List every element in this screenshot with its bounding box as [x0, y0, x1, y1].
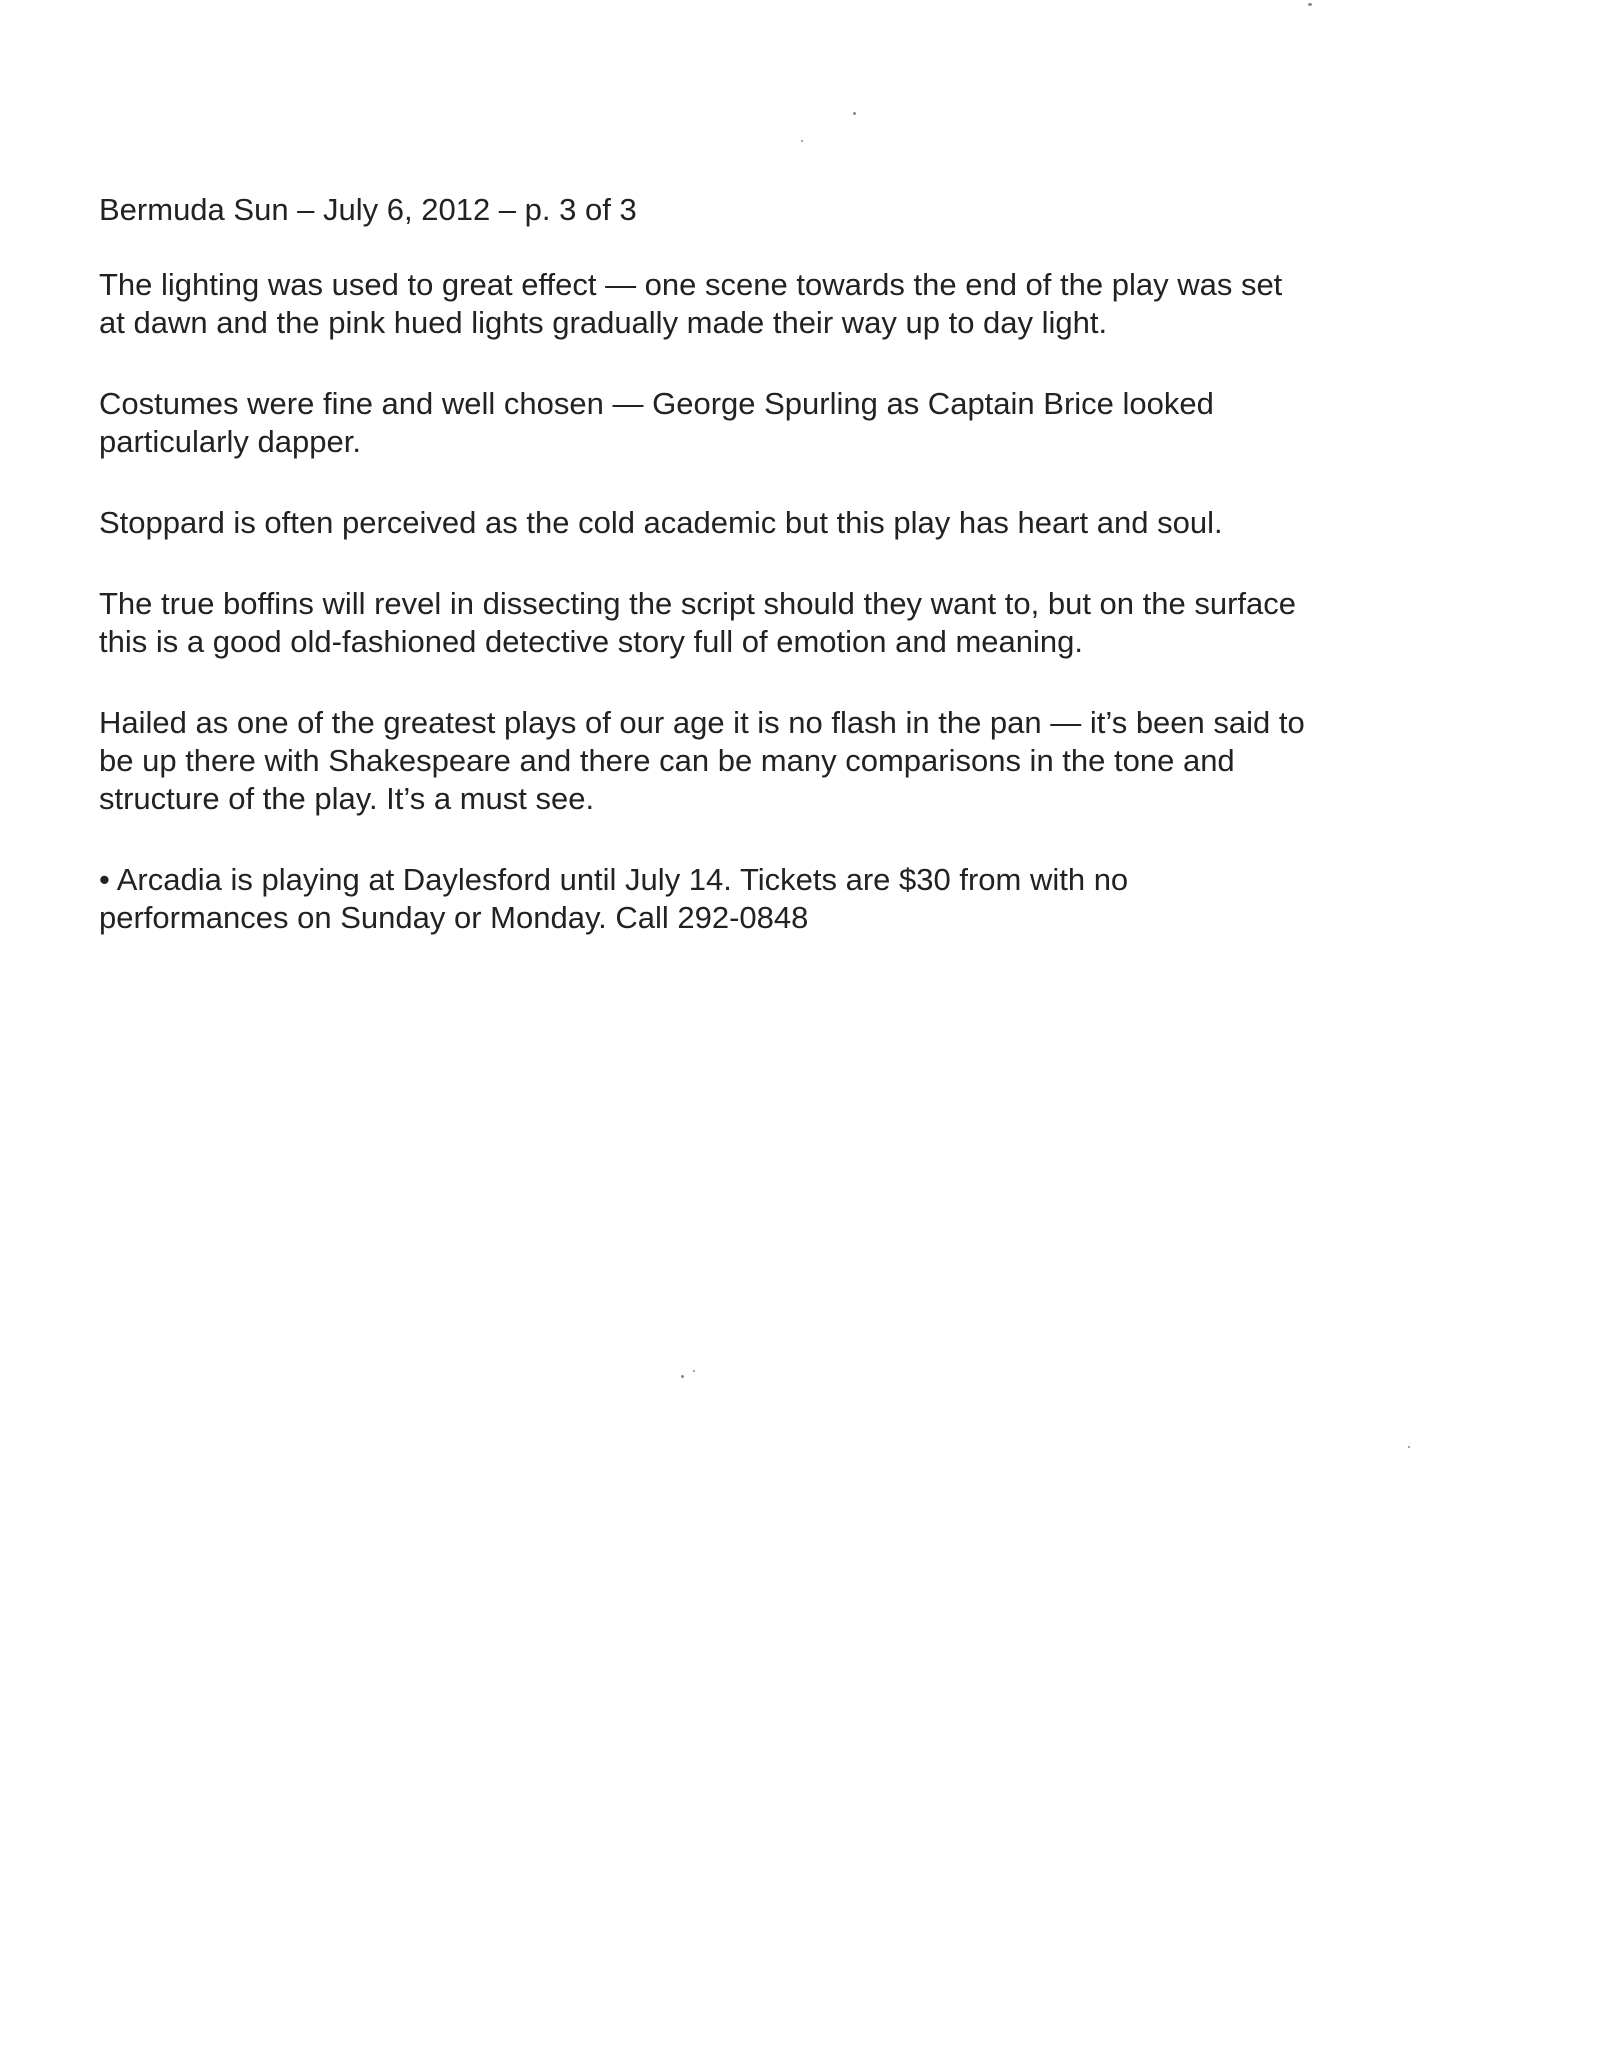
scan-speck [1308, 3, 1312, 6]
scan-speck [681, 1375, 684, 1378]
paragraph-lighting [99, 266, 1499, 342]
source-header: Bermuda Sun – July 6, 2012 – p. 3 of 3 [99, 192, 637, 227]
scan-speck [801, 140, 803, 142]
text-line: at dawn and the pink hued lights gradually made their way up to day light. [99, 305, 1108, 340]
text-line: Costumes were fine and well chosen — George Spurling as Captain Brice looked [99, 386, 1214, 421]
text-line: this is a good old-fashioned detective story full of emotion and meaning. [99, 624, 1083, 659]
text-line: performances on Sunday or Monday. Call 292-0848 [99, 900, 809, 935]
paragraph-boffins [99, 585, 1499, 661]
text-line: particularly dapper. [99, 424, 361, 459]
text-line: Hailed as one of the greatest plays of our age it is no flash in the pan — it’s been said to [99, 705, 1305, 740]
text-line: be up there with Shakespeare and there can be many comparisons in the tone and [99, 743, 1235, 778]
paragraph-stoppard [99, 504, 1499, 542]
text-line: structure of the play. It’s a must see. [99, 781, 595, 816]
scan-speck [693, 1370, 695, 1372]
text-line: The true boffins will revel in dissecting the script should they want to, but on the surface [99, 586, 1297, 621]
text-line: • Arcadia is playing at Daylesford until July 14. Tickets are $30 from with no [99, 862, 1129, 897]
paragraph-hailed [99, 704, 1499, 818]
paragraph-costumes [99, 385, 1499, 461]
paragraph-listing [99, 861, 1499, 937]
text-line: Stoppard is often perceived as the cold academic but this play has heart and soul. [99, 505, 1223, 540]
article-body [99, 191, 1499, 980]
scan-speck [853, 112, 856, 115]
scan-speck [1408, 1446, 1410, 1448]
text-line: The lighting was used to great effect — one scene towards the end of the play was set [99, 267, 1283, 302]
